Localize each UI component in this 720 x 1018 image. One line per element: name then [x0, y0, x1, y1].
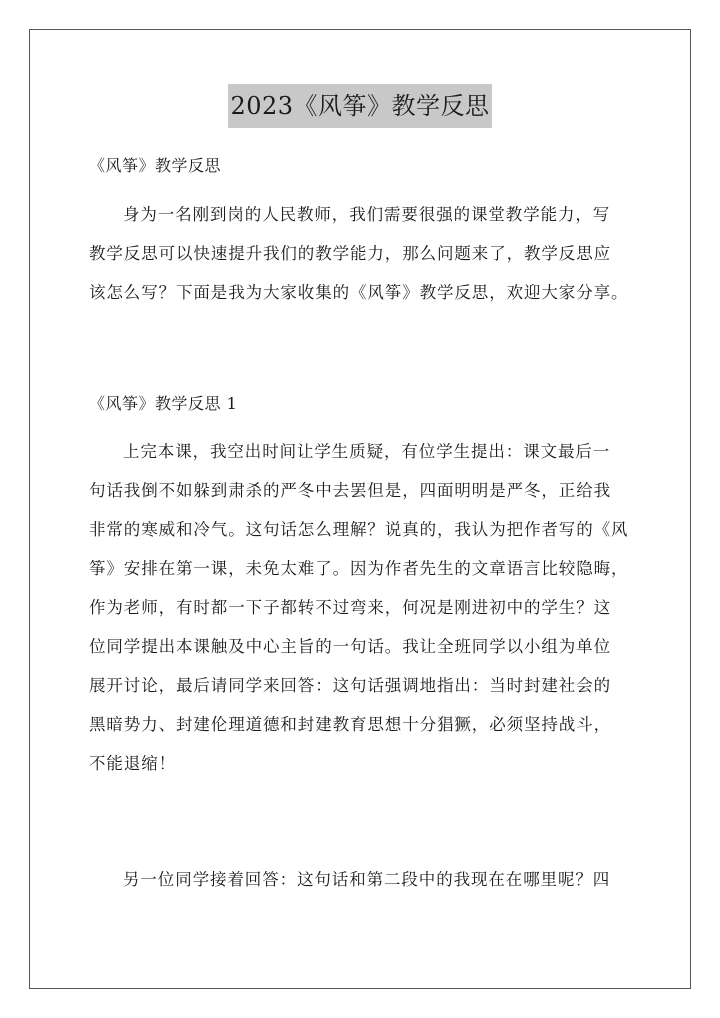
intro-paragraph [89, 195, 634, 312]
section1-paragraph-2 [89, 860, 634, 899]
title-container [0, 84, 720, 128]
section-heading: 《风筝》教学反思 1 [89, 394, 238, 413]
paragraph-line: 位同学提出本课触及中心主旨的一句话。我让全班同学以小组为单位 [89, 637, 611, 656]
subtitle-block [89, 152, 634, 180]
paragraph-line: 上完本课，我空出时间让学生质疑，有位学生提出：课文最后一 [123, 442, 611, 461]
paragraph-line: 非常的寒威和冷气。这句话怎么理解？说真的，我认为把作者写的《风 [89, 520, 629, 539]
section1-heading-block [89, 390, 634, 418]
paragraph-line: 作为老师，有时都一下子都转不过弯来，何况是刚进初中的学生？这 [89, 598, 611, 617]
paragraph-line: 另一位同学接着回答：这句话和第二段中的我现在在哪里呢？四 [123, 870, 611, 889]
paragraph-line: 黑暗势力、封建伦理道德和封建教育思想十分猖獗，必须坚持战斗， [89, 715, 611, 734]
paragraph-line: 该怎么写？下面是我为大家收集的《风筝》教学反思，欢迎大家分享。 [89, 283, 629, 302]
document-subtitle: 《风筝》教学反思 [89, 156, 222, 175]
paragraph-line: 筝》安排在第一课，未免太难了。因为作者先生的文章语言比较隐晦， [89, 559, 629, 578]
section1-paragraph [89, 432, 634, 783]
document-title: 2023《风筝》教学反思 [228, 84, 491, 128]
paragraph-line: 身为一名刚到岗的人民教师，我们需要很强的课堂教学能力，写 [123, 205, 611, 224]
paragraph-line: 句话我倒不如躲到肃杀的严冬中去罢但是，四面明明是严冬，正给我 [89, 481, 611, 500]
paragraph-line: 不能退缩！ [89, 754, 176, 773]
paragraph-line: 教学反思可以快速提升我们的教学能力，那么问题来了，教学反思应 [89, 244, 611, 263]
paragraph-line: 展开讨论，最后请同学来回答：这句话强调地指出：当时封建社会的 [89, 676, 611, 695]
